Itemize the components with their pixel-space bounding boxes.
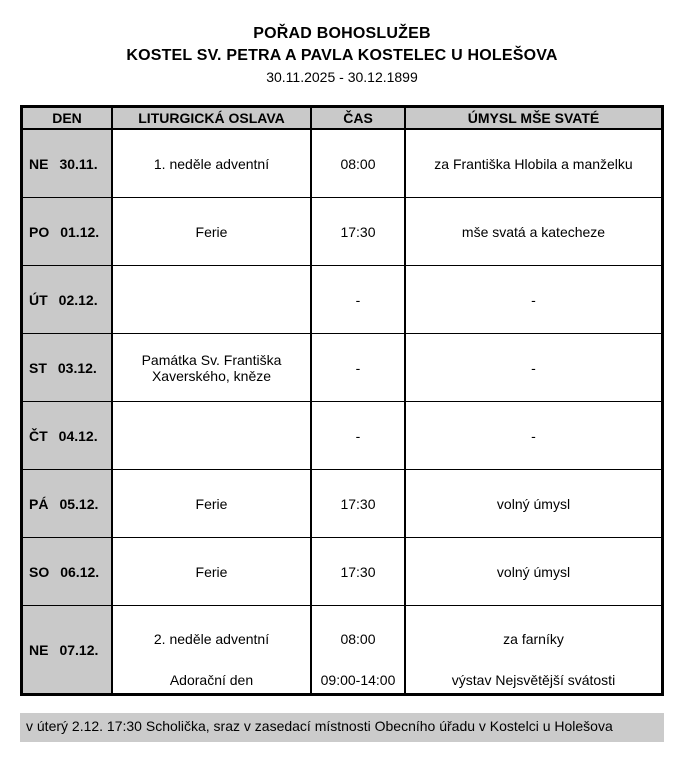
day-abbr: PÁ xyxy=(29,495,49,512)
day-date: 01.12. xyxy=(60,223,100,240)
church-name: KOSTEL SV. PETRA A PAVLA KOSTELEC U HOLEŠOVA xyxy=(126,47,558,65)
umysl-cell xyxy=(406,606,661,693)
umysl-cell: - xyxy=(531,359,536,376)
oslava-cell: Památka Sv. Františka Xaverského, kněze xyxy=(113,334,312,401)
oslava-cell xyxy=(113,402,312,469)
day-date: 04.12. xyxy=(58,427,98,444)
umysl-cell: za Františka Hlobila a manželku xyxy=(434,155,633,172)
day-abbr: SO xyxy=(29,563,50,580)
day-abbr: ČT xyxy=(29,427,48,444)
cas-cell: 17:30 xyxy=(312,198,406,265)
umysl-line2: výstav Nejsvětější svátosti xyxy=(451,672,616,689)
cas-cell: - xyxy=(312,402,406,469)
umysl-cell: - xyxy=(531,291,536,308)
table-row xyxy=(23,402,661,470)
cas-cell xyxy=(312,606,406,693)
day-date: 30.11. xyxy=(59,155,98,172)
table-row xyxy=(23,470,661,538)
footer-note: v úterý 2.12. 17:30 Scholička, sraz v zasedací místnosti Obecního úřadu v Kostelci u Holešova xyxy=(20,713,664,742)
document-title: POŘAD BOHOSLUŽEB xyxy=(253,25,431,42)
day-cell xyxy=(23,266,113,333)
day-abbr: ÚT xyxy=(29,291,48,308)
day-date: 03.12. xyxy=(57,359,97,376)
table-row xyxy=(23,266,661,334)
cas-line2: 09:00-14:00 xyxy=(320,672,396,689)
table-row xyxy=(23,334,661,402)
day-cell xyxy=(23,130,113,197)
umysl-cell: volný úmysl xyxy=(496,495,571,512)
day-abbr: NE xyxy=(29,155,49,172)
day-abbr: PO xyxy=(29,223,50,240)
day-date: 02.12. xyxy=(58,291,98,308)
day-cell xyxy=(23,606,113,693)
table-row xyxy=(23,606,661,693)
schedule-table xyxy=(20,105,664,696)
umysl-cell: mše svatá a katecheze xyxy=(461,223,606,240)
cas-line1: 08:00 xyxy=(340,631,376,648)
cas-cell: - xyxy=(312,334,406,401)
date-range: 30.11.2025 - 30.12.1899 xyxy=(266,69,418,86)
oslava-cell xyxy=(113,266,312,333)
day-cell xyxy=(23,198,113,265)
day-cell xyxy=(23,538,113,605)
table-row xyxy=(23,198,661,266)
header-cas: ČAS xyxy=(312,108,406,128)
day-date: 07.12. xyxy=(59,641,99,658)
oslava-line2: Adorační den xyxy=(169,672,254,689)
cas-cell: - xyxy=(312,266,406,333)
day-date: 06.12. xyxy=(60,563,100,580)
oslava-cell xyxy=(113,606,312,693)
cas-cell: 17:30 xyxy=(312,538,406,605)
umysl-line1: za farníky xyxy=(503,631,564,648)
header-umysl: ÚMYSL MŠE SVATÉ xyxy=(406,108,661,128)
day-cell xyxy=(23,334,113,401)
table-header-row xyxy=(23,108,661,130)
day-date: 05.12. xyxy=(59,495,99,512)
day-cell xyxy=(23,402,113,469)
day-cell xyxy=(23,470,113,537)
cas-cell: 08:00 xyxy=(312,130,406,197)
oslava-cell: Ferie xyxy=(113,198,312,265)
day-abbr: NE xyxy=(29,641,49,658)
umysl-cell: volný úmysl xyxy=(496,563,571,580)
header-liturgicka-oslava: LITURGICKÁ OSLAVA xyxy=(113,108,312,128)
oslava-cell: Ferie xyxy=(113,470,312,537)
day-abbr: ST xyxy=(29,359,47,376)
title-block xyxy=(0,0,684,86)
oslava-cell: 1. neděle adventní xyxy=(113,130,312,197)
oslava-line1: 2. neděle adventní xyxy=(153,631,270,648)
header-den: DEN xyxy=(23,108,113,128)
oslava-cell: Ferie xyxy=(113,538,312,605)
umysl-cell: - xyxy=(531,427,536,444)
table-row xyxy=(23,538,661,606)
cas-cell: 17:30 xyxy=(312,470,406,537)
table-row xyxy=(23,130,661,198)
